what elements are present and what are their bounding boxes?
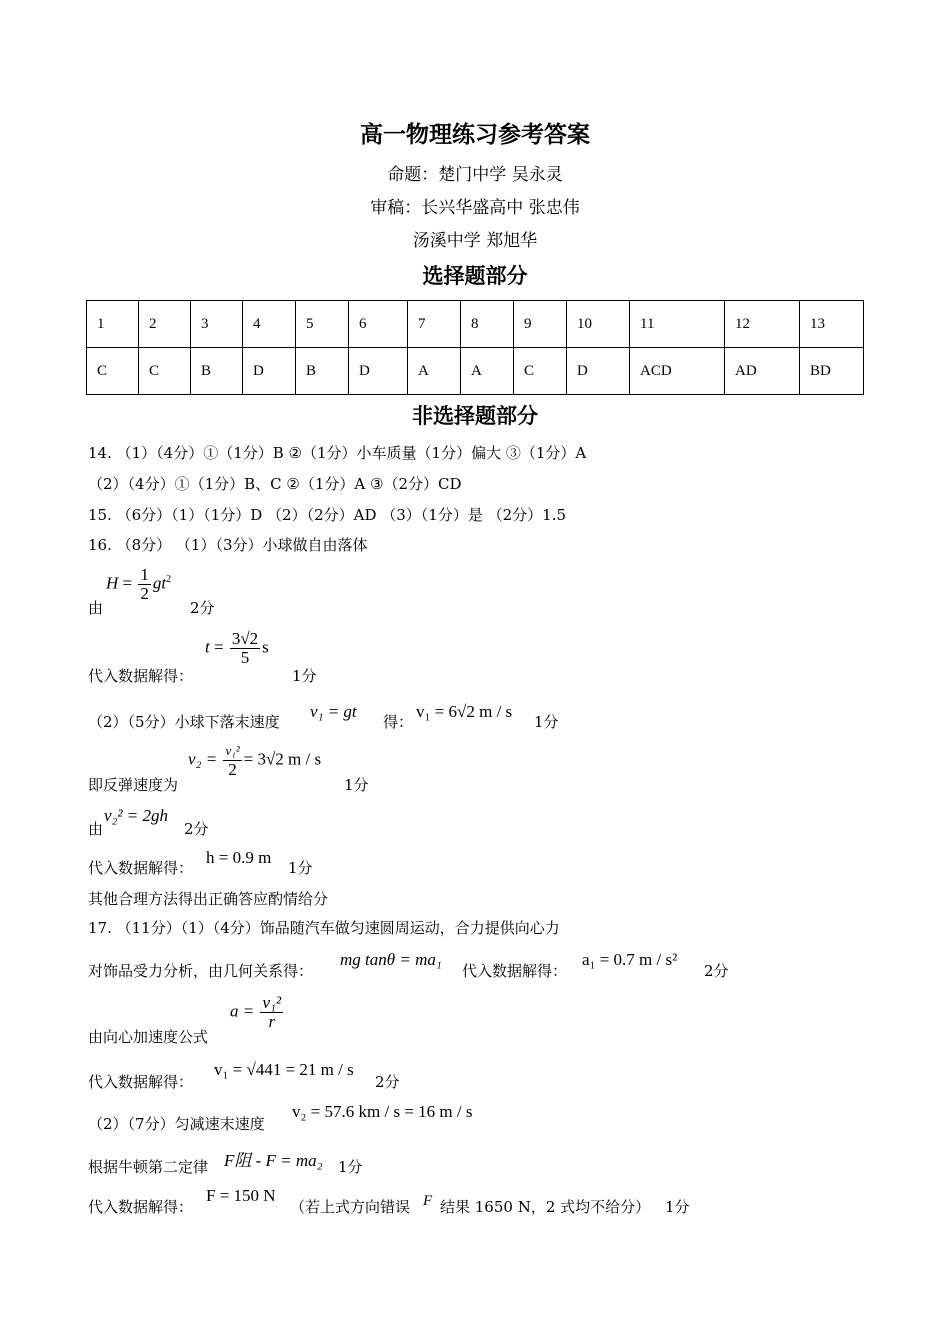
reviewer-line: 审稿：长兴华盛高中 张忠伟: [370, 198, 580, 218]
formula-h: [106, 566, 171, 603]
table-cell: AD: [725, 348, 800, 395]
formula-text: v₂ =: [188, 749, 218, 769]
score: 1分: [534, 713, 559, 731]
formula-newton: F阻 - F = ma₂: [224, 1151, 323, 1170]
table-cell: A: [461, 348, 514, 395]
table-row: [87, 348, 864, 395]
q16-other: 其他合理方法得出正确答应酌情给分: [88, 890, 329, 908]
q16-line: 16. （8分） （1）（3分）小球做自由落体: [88, 536, 368, 554]
score: 2分: [190, 599, 215, 617]
table-cell: B: [191, 348, 243, 395]
author-line: 命题：楚门中学 吴永灵: [387, 165, 563, 185]
formula-text: =: [213, 637, 224, 657]
q17-sub2: 代入数据解得：: [88, 1073, 194, 1091]
q17-centri: 由向心加速度公式: [88, 1028, 209, 1046]
table-cell: C: [87, 348, 139, 395]
score: 1分: [338, 1158, 363, 1176]
table-cell: C: [514, 348, 567, 395]
table-cell: 8: [461, 301, 514, 348]
answer-table: [86, 300, 864, 395]
formula-h-value: h = 0.9 m: [206, 848, 272, 867]
fraction: [230, 630, 260, 667]
table-cell: 5: [296, 301, 349, 348]
table-cell: ACD: [630, 348, 725, 395]
q17-sub: 代入数据解得：: [462, 962, 568, 980]
choice-heading: 选择题部分: [422, 263, 528, 288]
fraction: [223, 742, 241, 779]
q16-sub2: 代入数据解得：: [88, 859, 194, 877]
formula-v2: [188, 742, 321, 779]
table-cell: 13: [800, 301, 864, 348]
q14-line2: （2）（4分）①（1分）B、C ②（1分）A ③（2分）CD: [88, 475, 462, 493]
formula-text: t: [205, 637, 210, 657]
q17-newton: 根据牛顿第二定律: [88, 1158, 209, 1176]
formula-f-symbol: F: [423, 1193, 433, 1209]
table-row: [87, 301, 864, 348]
q16-sub: 代入数据解得：: [88, 667, 194, 685]
q16-2-line: （2）（5分）小球下落末速度: [88, 713, 280, 731]
q15-line: 15. （6分）（1）（1分）D （2）（2分）AD （3）（1分）是 （2分）1.5: [88, 506, 567, 524]
q16-by2: 由: [88, 820, 104, 838]
score: 1分: [288, 859, 313, 877]
formula-text: =: [122, 573, 133, 593]
q17-line: 17. （11分）（1）（4分）饰品随汽车做匀速圆周运动，合力提供向心力: [88, 919, 560, 937]
numerator: 3√2: [231, 629, 259, 648]
table-cell: 7: [408, 301, 461, 348]
table-cell: 10: [567, 301, 630, 348]
page-title: 高一物理练习参考答案: [360, 121, 590, 148]
formula-a1: a₁ = 0.7 m / s²: [582, 950, 678, 969]
formula-text: = 3√2 m / s: [243, 749, 322, 769]
exponent: 2: [166, 573, 172, 585]
q17-2-line: （2）（7分）匀减速末速度: [88, 1115, 265, 1133]
table-cell: 12: [725, 301, 800, 348]
formula-v2sq: v₂² = 2gh: [104, 806, 169, 825]
denominator: r: [268, 1012, 276, 1031]
formula-text: H: [106, 573, 119, 593]
q16-get: 得：: [383, 713, 414, 731]
formula-text: a =: [230, 1001, 255, 1021]
table-cell: C: [139, 348, 191, 395]
score: 2分: [375, 1073, 400, 1091]
formula-mg: mg tanθ = ma₁: [340, 950, 442, 969]
table-cell: 6: [349, 301, 408, 348]
score: 2分: [704, 962, 729, 980]
table-cell: 1: [87, 301, 139, 348]
numerator: 1: [140, 565, 149, 584]
table-cell: 2: [139, 301, 191, 348]
formula-v2-conv: v₂ = 57.6 km / s = 16 m / s: [292, 1102, 473, 1121]
numerator: v₁²: [223, 742, 241, 761]
formula-a: [230, 994, 285, 1031]
denominator: 2: [140, 584, 149, 603]
fraction: [260, 994, 283, 1031]
nonchoice-heading: 非选择题部分: [412, 403, 538, 428]
formula-v1-root: v₁ = √441 = 21 m / s: [214, 1060, 354, 1079]
formula-text: gt: [152, 573, 167, 593]
q16-rebound: 即反弹速度为: [88, 776, 179, 794]
formula-t: [205, 630, 269, 667]
table-cell: BD: [800, 348, 864, 395]
table-cell: 11: [630, 301, 725, 348]
table-cell: D: [243, 348, 296, 395]
table-cell: D: [567, 348, 630, 395]
q17-note: （若上式方向错误: [290, 1198, 411, 1216]
reviewer-line-2: 汤溪中学 郑旭华: [412, 231, 538, 251]
formula-v1: v₁ = gt: [310, 702, 357, 721]
table-cell: A: [408, 348, 461, 395]
numerator: v₁²: [262, 993, 282, 1012]
denominator: 2: [228, 760, 237, 779]
table-cell: D: [349, 348, 408, 395]
score: 1分: [292, 667, 317, 685]
score: 1分: [665, 1198, 690, 1216]
table-cell: 4: [243, 301, 296, 348]
q14-line1: 14. （1）（4分）①（1分）B ②（1分）小车质量（1分）偏大 ③（1分）A: [88, 444, 587, 462]
q17-sub3: 代入数据解得：: [88, 1198, 194, 1216]
score: 2分: [184, 820, 209, 838]
table-cell: B: [296, 348, 349, 395]
fraction: [138, 566, 151, 603]
q16-by: 由: [88, 599, 104, 617]
table-cell: 3: [191, 301, 243, 348]
q17-force: 对饰品受力分析，由几何关系得：: [88, 962, 314, 980]
denominator: 5: [240, 648, 250, 667]
table-cell: 9: [514, 301, 567, 348]
formula-v1-value: v₁ = 6√2 m / s: [416, 702, 513, 721]
q17-note2: 结果 1650 N，2 式均不给分）: [440, 1198, 651, 1216]
score: 1分: [344, 776, 369, 794]
formula-f: F = 150 N: [206, 1186, 276, 1205]
formula-text: s: [262, 637, 269, 657]
